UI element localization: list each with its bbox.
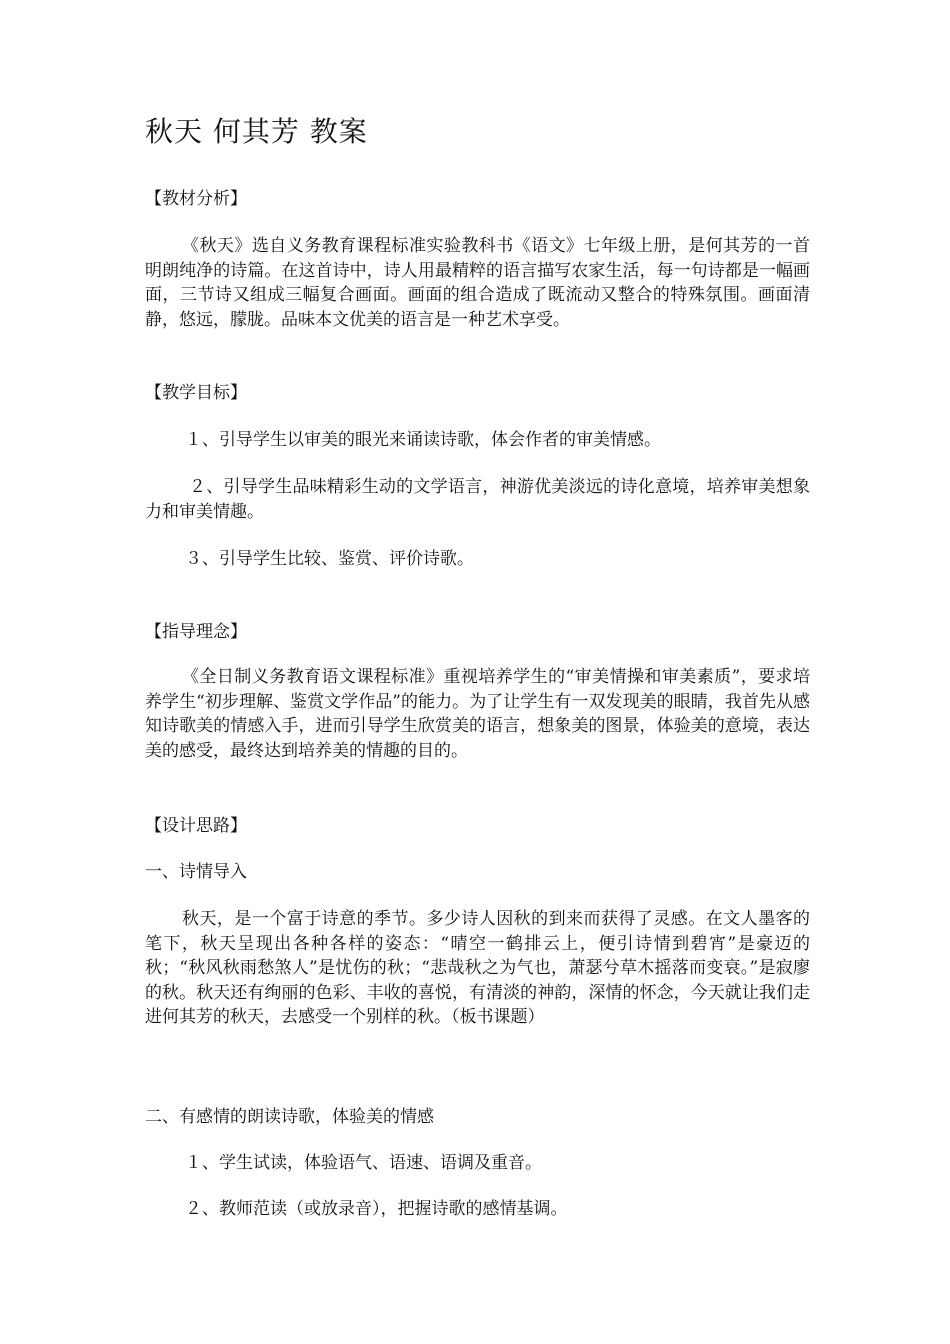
section-heading-analysis: 【教材分析】 bbox=[145, 189, 247, 209]
goal-item-1: １、引导学生以审美的眼光来诵读诗歌，体会作者的审美情感。 bbox=[185, 430, 661, 450]
analysis-paragraph: 《秋天》选自义务教育课程标准实验教科书《语文》七年级上册，是何其芳的一首明朗纯净的诗篇。在这首诗中，诗人用最精粹的语言描写农家生活，每一句诗都是一幅画面，三节诗又组成三幅复合画面。画面的组合造成了既流动又整合的特殊氛围。画面清静，悠远，朦胧。品味本文优美的语言是一种艺术享受。 bbox=[145, 236, 810, 330]
concept-paragraph: 《全日制义务教育语文课程标准》重视培养学生的“审美情操和审美素质”，要求培养学生“初步理解、鉴赏文学作品”的能力。为了让学生有一双发现美的眼睛，我首先从感知诗歌美的情感入手，进而引导学生欣赏美的语言，想象美的图景，体验美的意境，表达美的感受，最终达到培养美的情趣的目的。 bbox=[145, 667, 810, 761]
section-heading-goals: 【教学目标】 bbox=[145, 383, 247, 403]
design-step-2-item-2: ２、教师范读（或放录音），把握诗歌的感情基调。 bbox=[185, 1199, 568, 1219]
design-step-2-title: 二、有感情的朗读诗歌，体验美的情感 bbox=[145, 1107, 434, 1127]
design-step-1-paragraph: 秋天，是一个富于诗意的季节。多少诗人因秋的到来而获得了灵感。在文人墨客的笔下，秋天呈现出各种各样的姿态：“晴空一鹤排云上，便引诗情到碧宵”是豪迈的秋；“秋风秋雨愁煞人”是忧伤的秋；“悲哉秋之为气也，萧瑟兮草木摇落而变衰。”是寂廖的秋。秋天还有绚丽的色彩、丰收的喜悦，有清淡的神韵，深情的怀念，今天就让我们走进何其芳的秋天，去感受一个别样的秋。（板书课题） bbox=[145, 909, 810, 1027]
goal-item-2: ２、引导学生品味精彩生动的文学语言，神游优美淡远的诗化意境，培养审美想象力和审美情趣。 bbox=[145, 477, 810, 522]
goal-item-3: ３、引导学生比较、鉴赏、评价诗歌。 bbox=[185, 549, 474, 569]
design-step-1-title: 一、诗情导入 bbox=[145, 862, 247, 882]
design-step-2-item-1: １、学生试读，体验语气、语速、语调及重音。 bbox=[185, 1153, 542, 1173]
section-heading-concept: 【指导理念】 bbox=[145, 622, 247, 642]
section-heading-design: 【设计思路】 bbox=[145, 816, 247, 836]
document-title: 秋天 何其芳 教案 bbox=[145, 115, 368, 148]
